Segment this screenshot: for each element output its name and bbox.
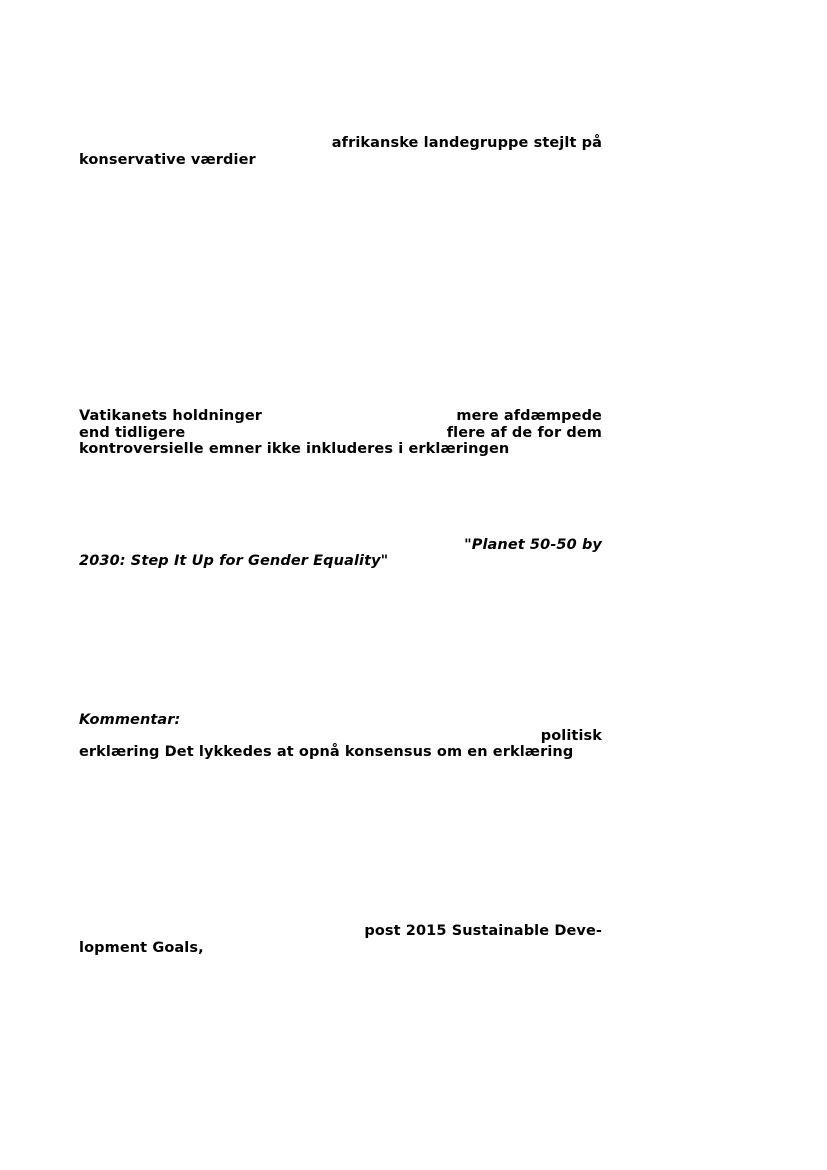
text-post-2015-goals: post 2015 Sustainable Deve- [364,923,602,939]
text-vatican-positions: Vatikanets holdninger [79,408,263,424]
text-comment-label: Kommentar: [79,712,181,728]
text-conservative-values: konservative værdier [79,152,256,168]
text-than-before: end tidligere [79,425,186,441]
text-planet-title-part2: 2030: Step It Up for Gender Equality" [79,553,389,569]
text-several-of: flere af de for dem [446,425,602,441]
text-more-subdued: mere afdæmpede [456,408,602,424]
text-planet-title-part1: "Planet 50-50 by [464,537,602,553]
text-controversial-topics: kontroversielle emner ikke inkluderes i erklæringen [79,441,510,457]
text-african-group: afrikanske landegruppe stejlt på [331,135,602,151]
text-development-goals: lopment Goals, [79,940,204,956]
text-political: politisk [540,728,602,744]
text-declaration-consensus: erklæring Det lykkedes at opnå konsensus om en erklæring [79,744,574,760]
